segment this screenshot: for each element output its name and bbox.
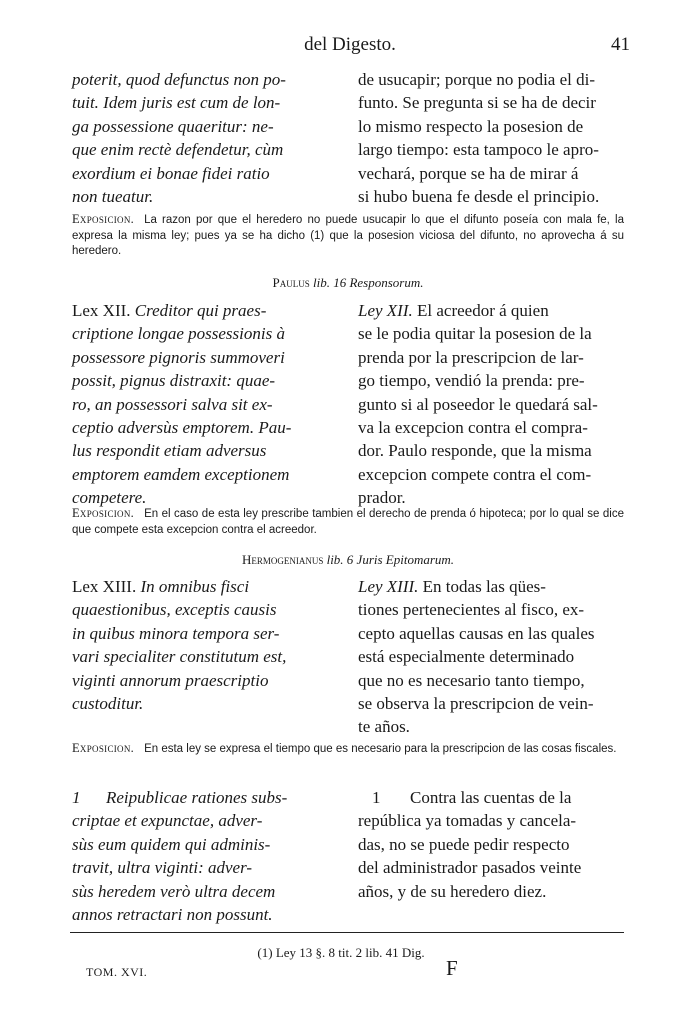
latin-line: poterit, quod defunctus non po- [72, 70, 286, 89]
spanish-line: En todas las qües- [418, 577, 546, 596]
exposicion-text: La razon por que el heredero no puede usucapir lo que el difunto poseía con mala fe, la expresa la misma ley; pues ya se ha dicho (1) que la posesion viciosa del difunto, no aprovecha á su heredero. [72, 214, 624, 257]
spanish-line: se le podia quitar la posesion de la [358, 324, 592, 344]
law-heading: Ley XII. [358, 301, 413, 320]
paragraph-number: 1 [372, 788, 381, 807]
exposicion-note [72, 506, 624, 538]
source-citation [72, 552, 624, 568]
spanish-column [358, 575, 624, 739]
footnote-rule [70, 932, 624, 933]
page-header [70, 34, 630, 60]
latin-line: ceptio adversùs emptorem. Pau- [72, 418, 292, 438]
source-work: lib. 16 Responsorum. [312, 275, 424, 290]
spanish-line: funto. Se pregunta si se ha de decir [358, 93, 596, 113]
section-paragraph-1 [72, 786, 624, 926]
latin-line: criptione longae possessionis à [72, 324, 285, 344]
spanish-line: república ya tomadas y cancela- [358, 811, 577, 831]
source-author: Paulus [272, 275, 310, 290]
spanish-line: largo tiempo: esta tampoco le apro- [358, 140, 599, 160]
latin-line: sùs heredem verò ultra decem [72, 881, 276, 901]
spanish-line: El acreedor á quien [412, 301, 549, 320]
section-lex-xi-continued [72, 68, 624, 208]
footnote: (1) Ley 13 §. 8 tit. 2 lib. 41 Dig. [257, 945, 425, 960]
section-lex-xii [72, 299, 624, 510]
spanish-column [358, 786, 624, 926]
latin-line: lus respondit etiam adversus [72, 441, 267, 461]
latin-line: Creditor qui praes- [130, 301, 267, 320]
exposicion-label: Exposicion. [72, 212, 135, 226]
exposicion-text: En esta ley se expresa el tiempo que es necesario para la prescripcion de las cosas fiscales. [144, 743, 617, 755]
spanish-line: dor. Paulo responde, que la misma [358, 441, 592, 461]
law-heading: Lex XIII. [72, 577, 137, 596]
spanish-line: te años. [358, 717, 410, 737]
spanish-line: das, no se puede pedir respecto [358, 834, 570, 854]
spanish-line: lo mismo respecto la posesion de [358, 116, 584, 136]
latin-line: In omnibus fisci [136, 577, 250, 596]
spanish-line: del administrador pasados veinte [358, 858, 582, 878]
source-citation [72, 275, 624, 291]
latin-line: annos retractari non possunt. [72, 905, 273, 925]
spanish-line: prador. [358, 488, 406, 508]
section-lex-xiii [72, 575, 624, 739]
paragraph-number: 1 [72, 788, 81, 807]
latin-line: non tueatur. [72, 187, 154, 207]
latin-line: viginti annorum praescriptio [72, 670, 269, 690]
latin-line: possit, pignus distraxit: quae- [72, 371, 276, 391]
latin-line: Reipublicae rationes subs- [106, 788, 288, 807]
latin-column [72, 299, 342, 510]
latin-line: exordium ei bonae fidei ratio [72, 163, 270, 183]
spanish-line: que no es necesario tanto tiempo, [358, 670, 585, 690]
spanish-line: si hubo buena fe desde el principio. [358, 187, 600, 207]
exposicion-text: En el caso de esta ley prescribe tambien el derecho de prenda ó hipoteca; por lo qual se dice que compete esta excepcion contra el acreedor. [72, 508, 624, 536]
latin-line: ga possessione quaeritur: ne- [72, 116, 274, 136]
spanish-line: prenda por la prescripcion de lar- [358, 347, 584, 367]
gathering-signature: F [446, 956, 458, 980]
spanish-line: vechará, porque se ha de mirar á [358, 163, 579, 183]
source-author: Hermogenianus [241, 552, 324, 567]
latin-line: quaestionibus, exceptis causis [72, 600, 277, 620]
spanish-line: años, y de su heredero diez. [358, 881, 547, 901]
exposicion-note [72, 212, 624, 260]
latin-line: in quibus minora tempora ser- [72, 623, 280, 643]
latin-column [72, 575, 342, 739]
spanish-line: tiones pertenecientes al fisco, ex- [358, 600, 585, 620]
spanish-line: se observa la prescripcion de vein- [358, 694, 594, 714]
latin-line: ro, an possessori salva sit ex- [72, 394, 273, 414]
spanish-line: está especialmente determinado [358, 647, 575, 667]
spanish-column [358, 299, 624, 510]
spanish-column [358, 68, 624, 208]
latin-line: custoditur. [72, 694, 144, 714]
latin-line: tuit. Idem juris est cum de lon- [72, 93, 281, 113]
latin-line: vari specialiter constitutum est, [72, 647, 287, 667]
spanish-line: excepcion compete contra el com- [358, 464, 592, 484]
exposicion-note [72, 741, 624, 758]
spanish-line: gunto si al poseedor le quedará sal- [358, 394, 598, 414]
spanish-line: de usucapir; porque no podia el di- [358, 70, 595, 89]
latin-line: emptorem eamdem exceptionem [72, 464, 290, 484]
latin-column [72, 68, 342, 208]
latin-line: criptae et expunctae, adver- [72, 811, 263, 831]
latin-column [72, 786, 342, 926]
source-work: lib. 6 Juris Epitomarum. [326, 552, 455, 567]
law-heading: Lex XII. [72, 301, 131, 320]
latin-line: sùs eum quidem qui adminis- [72, 834, 271, 854]
exposicion-label: Exposicion. [72, 741, 135, 755]
spanish-line: cepto aquellas causas en las quales [358, 623, 595, 643]
spanish-line: Contra las cuentas de la [410, 788, 572, 807]
latin-line: possessore pignoris summoveri [72, 347, 285, 367]
running-title: del Digesto. [304, 34, 396, 55]
law-heading: Ley XIII. [358, 577, 419, 596]
volume-signature: TOM. XVI. [86, 965, 148, 979]
page-number: 41 [611, 34, 630, 55]
exposicion-label: Exposicion. [72, 506, 135, 520]
spanish-line: go tiempo, vendió la prenda: pre- [358, 371, 585, 391]
spanish-line: va la excepcion contra el compra- [358, 418, 588, 438]
latin-line: competere. [72, 488, 147, 508]
latin-line: que enim rectè defendetur, cùm [72, 140, 284, 160]
latin-line: travit, ultra viginti: adver- [72, 858, 253, 878]
